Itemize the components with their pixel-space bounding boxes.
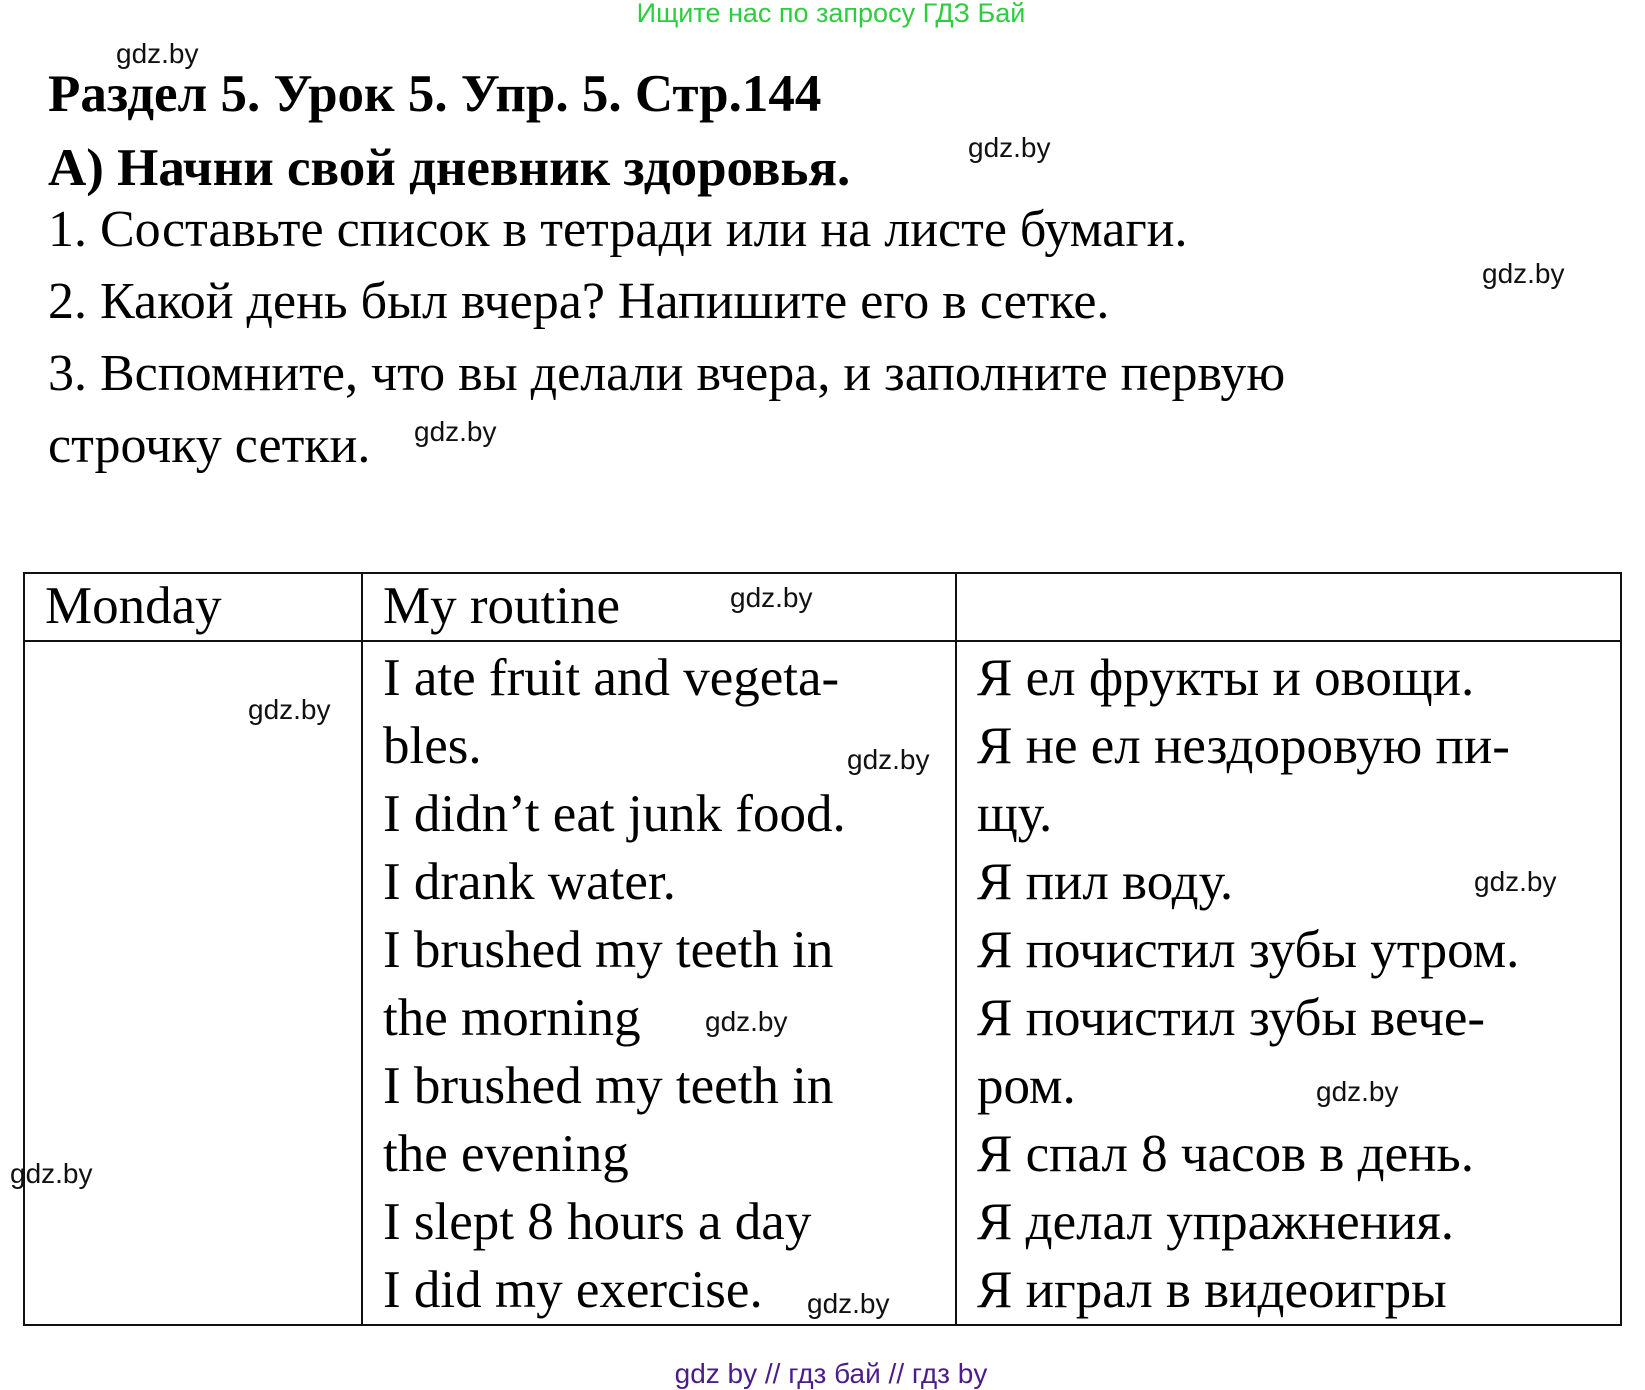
- routine-line: I slept 8 hours a day: [383, 1193, 812, 1251]
- watermark: gdz.by: [847, 744, 930, 775]
- health-diary-table: [23, 572, 1622, 1326]
- footer-watermark: gdz by // гдз бай // гдз by: [674, 1358, 988, 1389]
- exercise-subtitle: А) Начни свой дневник здоровья.: [48, 139, 851, 197]
- routine-line: the evening: [383, 1125, 629, 1183]
- instruction-step: 1. Составьте список в тетради или на листе бумаги.: [48, 201, 1188, 258]
- watermark: gdz.by: [116, 38, 199, 69]
- translation-cell: [956, 641, 1621, 1325]
- watermark: gdz.by: [705, 1006, 788, 1037]
- header-translation: [956, 573, 1621, 641]
- header-routine: My routine: [362, 573, 956, 641]
- routine-line: I didn’t eat junk food.: [383, 785, 846, 843]
- instruction-step: 3. Вспомните, что вы делали вчера, и заполните первую: [48, 345, 1286, 402]
- routine-line: bles.: [383, 717, 482, 775]
- table-row: [24, 641, 1621, 1325]
- watermark: gdz.by: [1474, 866, 1557, 897]
- instruction-step: строчку сетки.: [48, 417, 371, 474]
- header-day: Monday: [24, 573, 362, 641]
- routine-line: I brushed my teeth in: [383, 1057, 834, 1115]
- translation-line: Я почистил зубы утром.: [977, 921, 1520, 979]
- translation-line: щу.: [977, 785, 1053, 843]
- routine-line: I drank water.: [383, 853, 676, 911]
- watermark: gdz.by: [1482, 258, 1565, 289]
- watermark: gdz.by: [807, 1288, 890, 1319]
- top-search-note: Ищите нас по запросу ГДЗ Бай: [636, 0, 1026, 28]
- translation-line: Я спал 8 часов в день.: [977, 1125, 1474, 1183]
- translation-line: Я ел фрукты и овощи.: [977, 649, 1475, 707]
- watermark: gdz.by: [968, 132, 1051, 163]
- routine-line: I did my exercise.: [383, 1261, 763, 1319]
- watermark: gdz.by: [10, 1158, 93, 1189]
- translation-line: Я делал упражнения.: [977, 1193, 1454, 1251]
- table-header-row: [24, 573, 1621, 641]
- page-title: Раздел 5. Урок 5. Упр. 5. Стр.144: [48, 65, 822, 123]
- watermark: gdz.by: [414, 416, 497, 447]
- routine-line: I brushed my teeth in: [383, 921, 834, 979]
- translation-line: Я не ел нездоровую пи-: [977, 717, 1510, 775]
- day-cell: [24, 641, 362, 1325]
- translation-line: Я играл в видеоигры: [977, 1261, 1447, 1319]
- translation-line: Я почистил зубы вече-: [977, 989, 1486, 1047]
- watermark: gdz.by: [1316, 1076, 1399, 1107]
- watermark: gdz.by: [248, 694, 331, 725]
- instruction-step: 2. Какой день был вчера? Напишите его в сетке.: [48, 273, 1110, 330]
- routine-line: the morning: [383, 989, 641, 1047]
- translation-line: Я пил воду.: [977, 853, 1234, 911]
- routine-line: I ate fruit and vegeta-: [383, 649, 840, 707]
- translation-line: ром.: [977, 1057, 1076, 1115]
- watermark: gdz.by: [730, 582, 813, 613]
